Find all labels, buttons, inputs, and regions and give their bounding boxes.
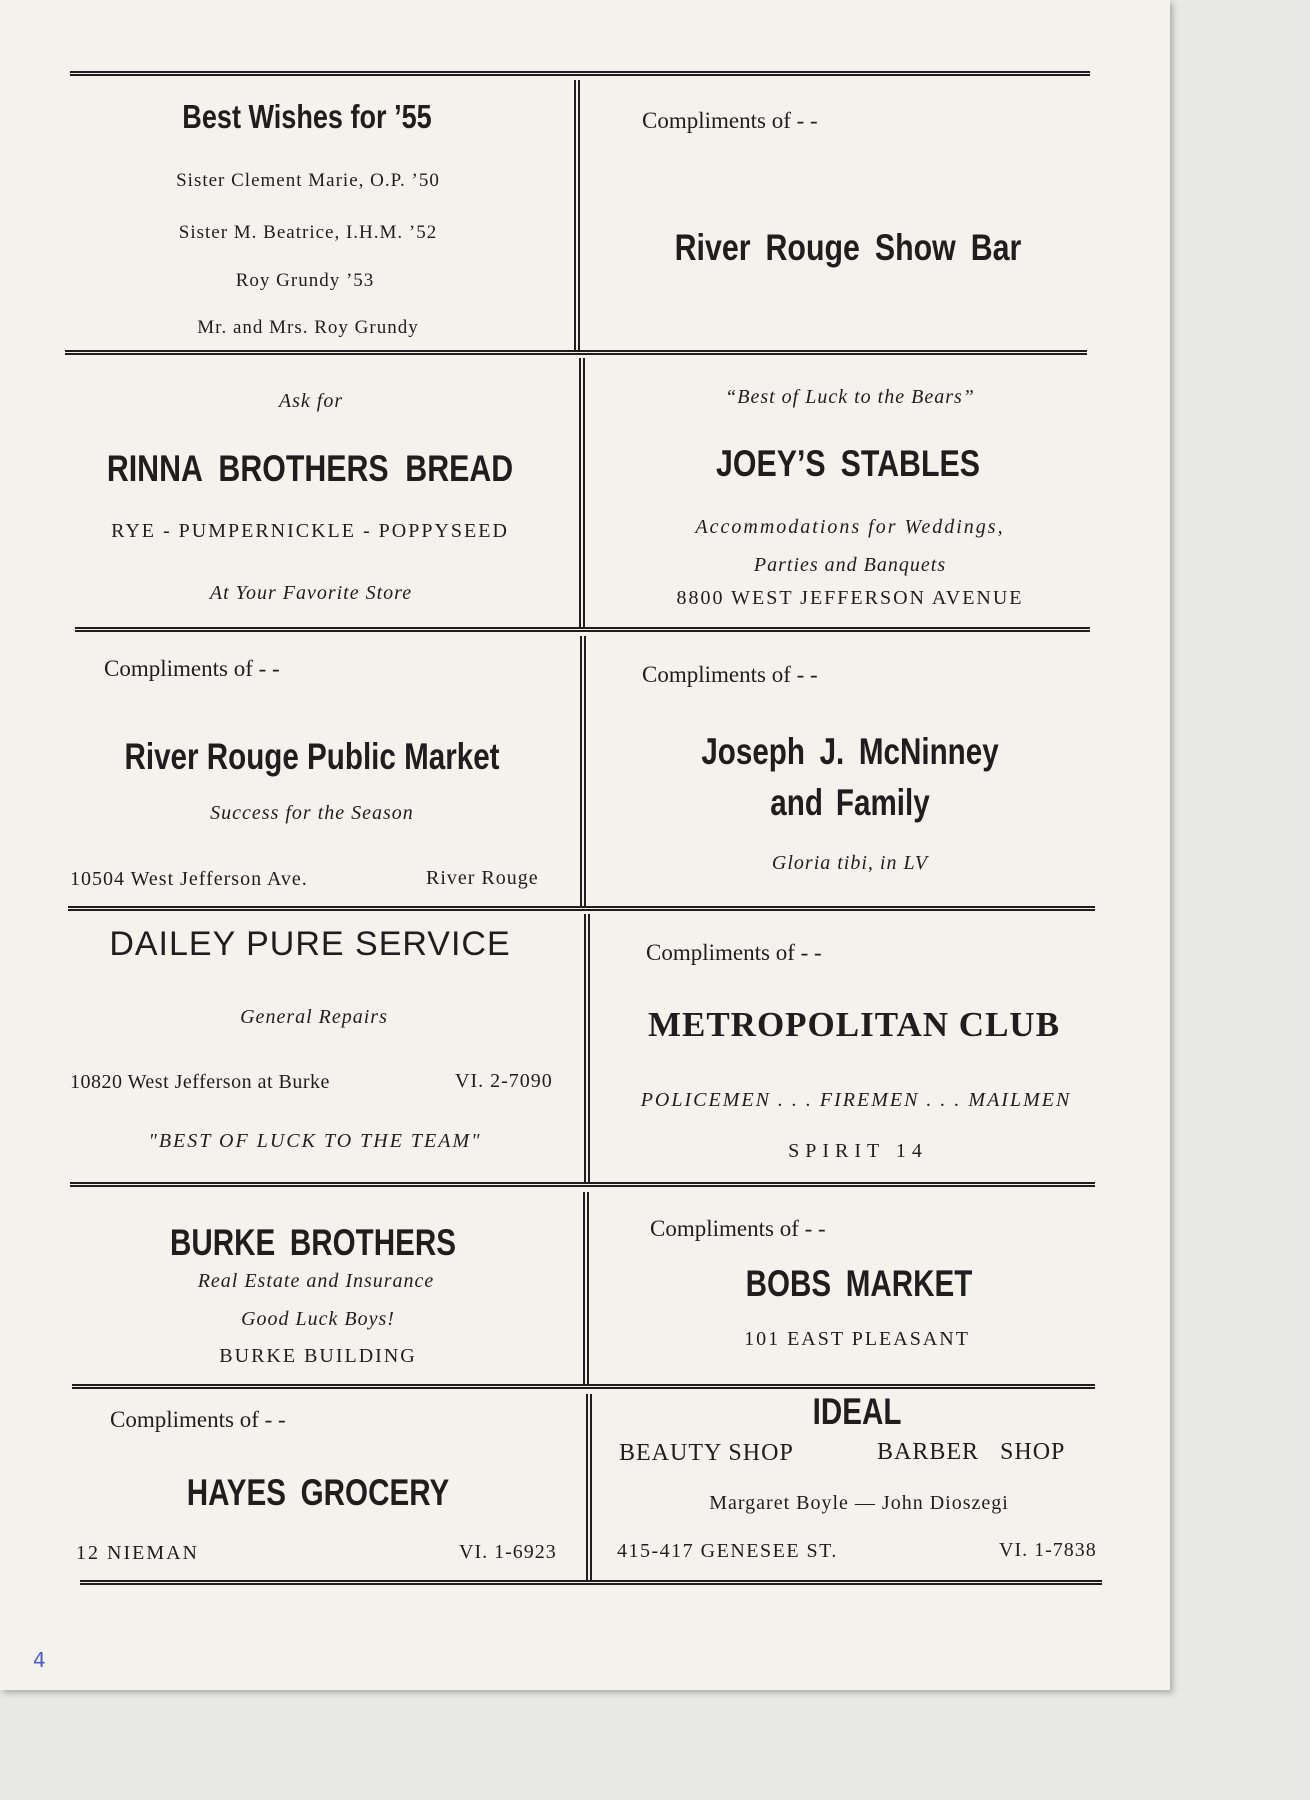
ad-line: General Repairs	[240, 1006, 388, 1028]
ad-address: 12 NIEMAN	[76, 1542, 199, 1564]
ad-slogan: “Best of Luck to the Bears”	[725, 386, 975, 408]
ad-title: RINNA BROTHERS BREAD	[106, 448, 514, 489]
ad-line: Sister Clement Marie, O.P. ’50	[176, 170, 440, 191]
ad-line: "BEST OF LUCK TO THE TEAM"	[148, 1130, 482, 1152]
ad-address: 415-417 GENESEE ST.	[617, 1540, 838, 1562]
ad-address: 10504 West Jefferson Ave.	[70, 868, 308, 890]
ad-line: Accommodations for Weddings,	[695, 516, 1005, 538]
rule-bottom	[80, 1580, 1102, 1585]
ad-title: METROPOLITAN CLUB	[647, 1005, 1061, 1044]
ad-compliments: Compliments of - -	[642, 662, 818, 687]
ad-line: POLICEMEN . . . FIREMEN . . . MAILMEN	[640, 1089, 1072, 1111]
ad-title: Best Wishes for ’55	[182, 98, 432, 135]
rule-top	[70, 71, 1090, 76]
ad-line: Gloria tibi, in LV	[771, 852, 929, 874]
ad-line: Sister M. Beatrice, I.H.M. ’52	[178, 222, 438, 243]
ad-phone: VI. 2-7090	[455, 1070, 553, 1092]
divider-row2	[579, 358, 585, 628]
ad-subtitle-barber: BARBER SHOP	[877, 1439, 1066, 1465]
ad-title: IDEAL	[812, 1391, 902, 1432]
ad-line: RYE - PUMPERNICKLE - POPPYSEED	[111, 520, 509, 542]
ad-address: 8800 WEST JEFFERSON AVENUE	[676, 587, 1024, 609]
ad-title: BOBS MARKET	[745, 1263, 973, 1304]
ad-phone: VI. 1-6923	[459, 1541, 557, 1563]
ad-compliments: Compliments of - -	[110, 1407, 286, 1432]
ad-compliments: Compliments of - -	[650, 1216, 826, 1241]
ad-line: Parties and Banquets	[753, 554, 947, 576]
ad-line: BURKE BUILDING	[219, 1345, 417, 1367]
ad-address: 101 EAST PLEASANT	[744, 1328, 970, 1350]
ad-line: Mr. and Mrs. Roy Grundy	[197, 317, 419, 338]
ad-title: DAILEY PURE SERVICE	[109, 925, 511, 963]
ad-title: HAYES GROCERY	[186, 1472, 450, 1513]
ad-compliments: Compliments of - -	[642, 108, 818, 133]
divider-row5	[583, 1192, 589, 1384]
ad-title: and Family	[770, 782, 930, 823]
ad-city: River Rouge	[426, 867, 539, 889]
divider-row3	[580, 636, 586, 906]
ad-title: River Rouge Public Market	[124, 736, 500, 777]
ad-line: Margaret Boyle — John Dioszegi	[709, 1492, 1009, 1514]
ad-ask-for: Ask for	[278, 390, 344, 412]
ad-line: Roy Grundy ’53	[235, 270, 375, 291]
ad-subtitle-beauty: BEAUTY SHOP	[619, 1440, 794, 1466]
ad-line: At Your Favorite Store	[209, 582, 413, 604]
ad-phone: VI. 1-7838	[999, 1539, 1097, 1561]
ad-line: Real Estate and Insurance	[197, 1270, 435, 1292]
rule-row3	[68, 906, 1095, 911]
divider-row6	[586, 1394, 592, 1580]
ad-title: BURKE BROTHERS	[170, 1222, 456, 1263]
handwritten-page-number: 4	[33, 1648, 46, 1672]
ad-address: 10820 West Jefferson at Burke	[70, 1071, 330, 1093]
ad-line: Good Luck Boys!	[241, 1308, 395, 1330]
ad-line: Success for the Season	[210, 802, 414, 824]
ad-title: River Rouge Show Bar	[674, 227, 1022, 268]
ad-title: JOEY’S STABLES	[716, 443, 980, 484]
ad-compliments: Compliments of - -	[104, 656, 280, 681]
divider-row1	[574, 80, 580, 352]
ad-line: SPIRIT 14	[788, 1140, 928, 1162]
rule-row5	[72, 1384, 1095, 1389]
divider-row4	[584, 914, 590, 1182]
rule-row4	[70, 1182, 1095, 1187]
ad-title: Joseph J. McNinney	[701, 731, 999, 772]
ad-compliments: Compliments of - -	[646, 940, 822, 965]
